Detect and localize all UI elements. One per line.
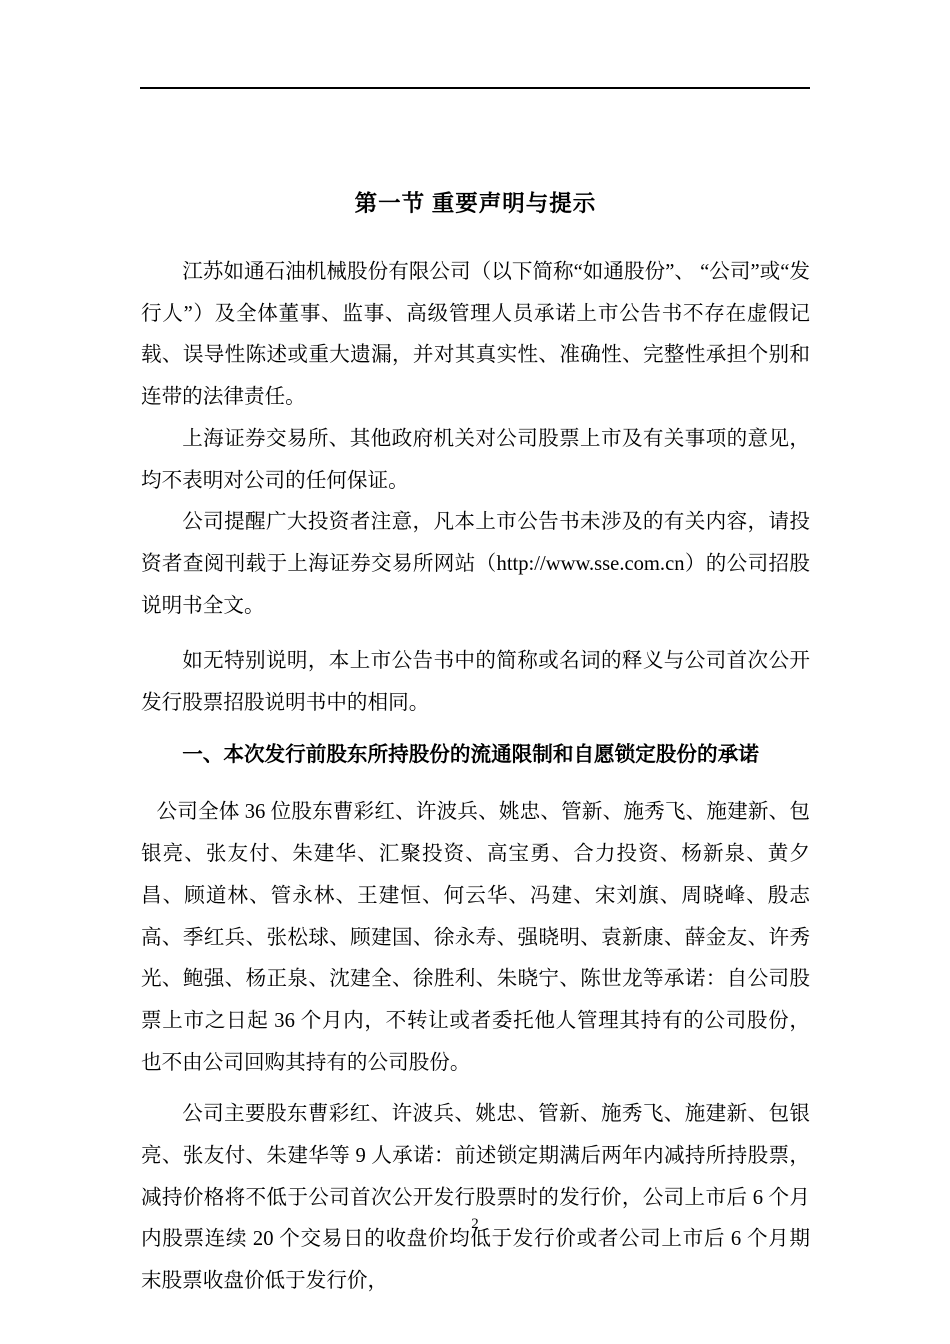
paragraph-investor-notice: 公司提醒广大投资者注意，凡本上市公告书未涉及的有关内容，请投资者查阅刊载于上海证券交易所网站（http://www.sse.com.cn）的公司招股说明书全文。: [141, 511, 810, 617]
section-title: 第一节 重要声明与提示: [354, 191, 597, 216]
page-number: 2: [471, 1216, 479, 1232]
header-rule: [140, 87, 810, 89]
paragraph-sse-notice: 上海证券交易所、其他政府机关对公司股票上市及有关事项的意见，均不表明对公司的任何保证。: [141, 427, 810, 492]
document-body: [141, 183, 810, 1303]
subsection-heading: 一、本次发行前股东所持股份的流通限制和自愿锁定股份的承诺: [182, 743, 759, 766]
paragraph-lockup-major-shareholders: 公司主要股东曹彩红、许波兵、姚忠、管新、施秀飞、施建新、包银亮、张友付、朱建华等 9 人承诺：前述锁定期满后两年内减持所持股票，减持价格将不低于公司首次公开发行股票时的发行价，公司上市后 6 个月内股票连续 20 个交易日的收盘价均低于发行价或者公司上市后 6 个月期末股票收盘价低于发行价，: [141, 1103, 810, 1293]
paragraph-definitions-note: 如无特别说明，本上市公告书中的简称或名词的释义与公司首次公开发行股票招股说明书中的相同。: [141, 650, 810, 715]
paragraph-lockup-all-shareholders: 公司全体 36 位股东曹彩红、许波兵、姚忠、管新、施秀飞、施建新、包银亮、张友付、朱建华、汇聚投资、高宝勇、合力投资、杨新泉、黄夕昌、顾道林、管永林、王建恒、何云华、冯建、宋刘旗、周晓峰、殷志高、季红兵、张松球、顾建国、徐永寿、强晓明、袁新康、薛金友、许秀光、鲍强、杨正泉、沈建全、徐胜利、朱晓宁、陈世龙等承诺：自公司股票上市之日起 36 个月内，不转让或者委托他人管理其持有的公司股份，也不由公司回购其持有的公司股份。: [141, 801, 810, 1074]
paragraph-declaration: 江苏如通石油机械股份有限公司（以下简称“如通股份”、 “公司”或“发行人”）及全体董事、监事、高级管理人员承诺上市公告书不存在虚假记载、误导性陈述或重大遗漏，并对其真实性、准确性、完整性承担个别和连带的法律责任。: [141, 261, 810, 409]
